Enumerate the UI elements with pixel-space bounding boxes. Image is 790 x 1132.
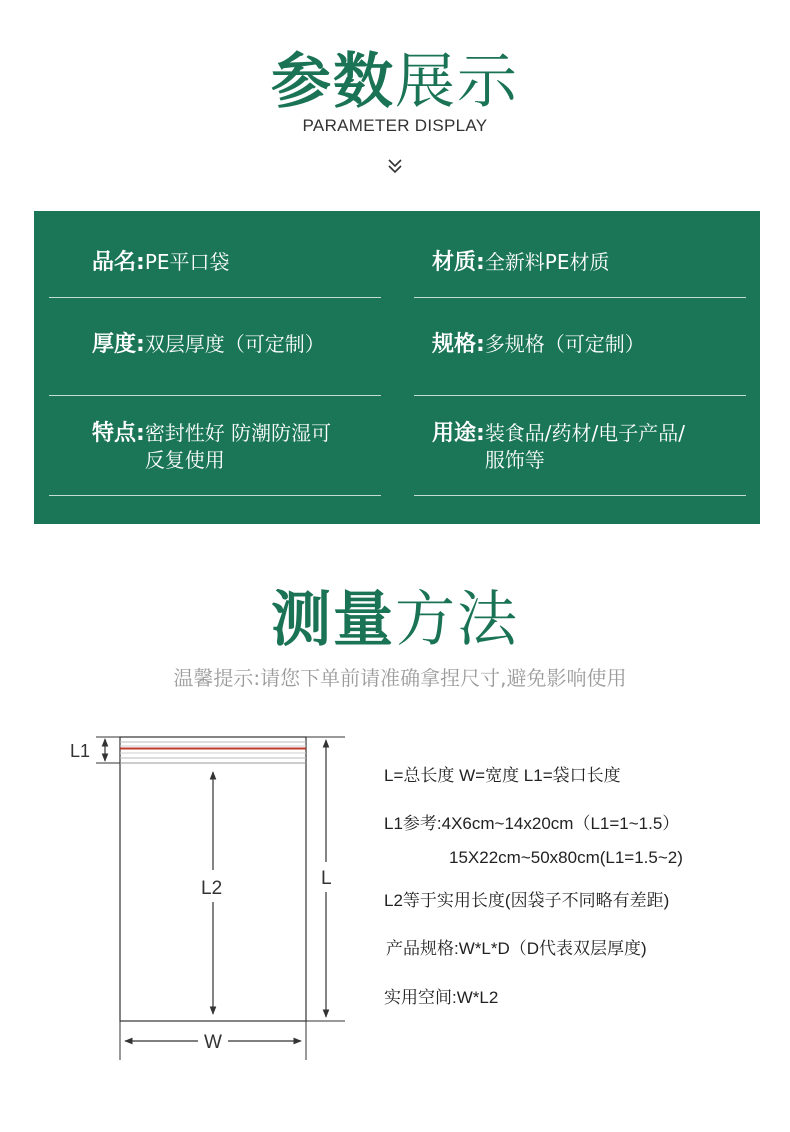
info-line: L1参考:4X6cm~14x20cm（L1=1~1.5） [384,814,680,833]
param-value-line: 装食品/药材/电子产品/ [484,421,686,445]
section-title-measurement [0,582,790,658]
param-key: 用途: [432,421,485,446]
section-title-parameter [0,44,790,120]
section-title-bold: 测量 [271,585,395,655]
parameter-panel [34,211,760,524]
double-chevron-down-icon [386,156,404,178]
param-key: 厚度: [92,332,145,357]
info-line: 产品规格:W*L*D（D代表双层厚度) [386,939,647,958]
param-spec [432,331,645,358]
param-value: 多规格（可定制） [484,332,645,356]
param-key: 特点: [92,421,145,446]
section-title-bold: 参数 [271,47,395,117]
divider [49,495,381,496]
param-value-line: 反复使用 [144,448,225,472]
label-l2: L2 [201,878,223,899]
info-line: 15X22cm~50x80cm(L1=1.5~2) [449,848,683,867]
info-line: 实用空间:W*L2 [384,988,499,1007]
param-value [145,420,331,474]
param-key: 材质: [432,250,485,275]
divider [49,297,381,298]
param-thickness [92,331,325,358]
section-title-normal: 方法 [395,585,519,655]
section-title-normal: 展示 [395,47,519,117]
divider [414,495,746,496]
label-l1: L1 [70,741,91,761]
divider [414,297,746,298]
bag-diagram [0,720,380,1080]
param-value [485,420,685,474]
param-usage [432,420,685,474]
measurement-tip: 温馨提示:请您下单前请准确拿捏尺寸,避免影响使用 [173,666,627,690]
divider [414,395,746,396]
param-value: PE平口袋 [144,250,230,274]
param-value: 双层厚度（可定制） [144,332,325,356]
label-l: L [321,868,332,889]
param-value-line: 服饰等 [484,448,545,472]
info-line: L=总长度 W=宽度 L1=袋口长度 [384,766,621,785]
param-value-line: 密封性好 防潮防湿可 [144,421,332,445]
param-material [432,249,610,276]
param-features [92,420,331,474]
param-name [92,249,230,276]
section-subtitle: PARAMETER DISPLAY [302,116,488,135]
param-key: 规格: [432,332,485,357]
param-value: 全新料PE材质 [484,250,610,274]
info-line: L2等于实用长度(因袋子不同略有差距) [384,891,670,910]
divider [49,395,381,396]
param-key: 品名: [92,250,145,275]
label-w: W [204,1032,222,1053]
